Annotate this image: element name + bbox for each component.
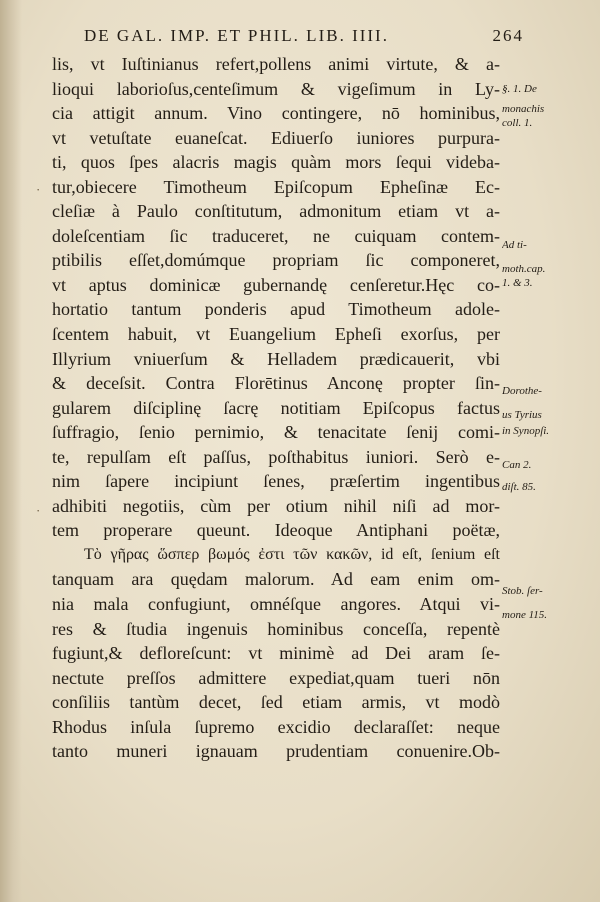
margin-note: 1. & 3. <box>502 278 533 289</box>
text-line: fugiunt,& defloreſcunt: vt minimè ad Dei aram ſe- <box>52 643 500 664</box>
margin-tick-mark: · <box>36 182 41 197</box>
text-line: ti, quos ſpes alacris magis quàm mors ſequi videba- <box>52 152 500 173</box>
text-line: nim ſapere incipiunt ſenes, præſertim ingentibus <box>52 471 500 492</box>
margin-note: moth.cap. <box>502 264 546 275</box>
text-line: nectute preſſos admittere expediat,quam tueri nōn <box>52 667 500 688</box>
margin-note: mone 115. <box>502 610 548 621</box>
text-line: vt aptus dominicæ gubernandę cenſeretur.Hęc co- <box>52 274 500 295</box>
margin-note: us Tyrius <box>502 410 542 421</box>
page-header <box>84 26 524 50</box>
margin-note: Ad ti- <box>502 240 527 251</box>
margin-note: in Synopſi. <box>502 426 550 437</box>
text-line: lis, vt Iuſtinianus refert,pollens animi virtute, & a- <box>52 54 500 74</box>
margin-note: coll. 1. <box>502 118 533 129</box>
margin-tick-mark: · <box>36 503 41 518</box>
text-line: nia mala confugiunt, omnéſque angores. Atqui vi- <box>52 594 500 615</box>
text-line: doleſcentiam ſic traduceret, ne cuiquam contem- <box>52 225 500 246</box>
text-line: Illyrium vniuerſum & Helladem prædicauerit, vbi <box>52 348 500 369</box>
page-gutter-shadow <box>0 0 22 902</box>
body-text <box>52 52 500 764</box>
text-line: tem properare queunt. Ideoque Antiphani poëtæ, <box>52 520 500 541</box>
margin-note: monachis <box>502 104 545 115</box>
text-line: ptibilis eſſet,domúmque propriam ſic componeret, <box>52 250 500 271</box>
margin-note: Stob. ſer- <box>502 586 543 597</box>
text-line: tanto muneri ignauam prudentiam conuenire.Ob- <box>52 741 500 762</box>
text-line: res & ſtudia ingenuis hominibus conceſſa, repentè <box>52 618 500 639</box>
margin-note: Dorothe- <box>502 386 542 397</box>
text-line: ſuffragio, ſenio pernimio, & tenacitate ſenij comi- <box>52 422 500 443</box>
text-line: tur,obiecere Timotheum Epiſcopum Epheſinæ Ec- <box>52 176 500 197</box>
margin-note: §. 1. De <box>502 84 537 95</box>
greek-quotation-line: Τὸ γῆρας ὥσπερ βωμός ἐστι τῶν κακῶν, id eſt, ſenium eſt <box>84 545 500 563</box>
page-number: 264 <box>492 26 524 45</box>
text-line: adhibiti negotiis, cùm per otium nihil niſi ad mor- <box>52 495 500 516</box>
text-line: ſcentem habuit, vt Euangelium Epheſi exorſus, per <box>52 324 500 345</box>
text-line: conſiliis tantùm decet, ſed etiam armis, vt modò <box>52 692 500 713</box>
text-line: gularem diſciplinę ſacrę notitiam Epiſcopus factus <box>52 397 500 418</box>
text-line: vt vetuſtate euaneſcat. Ediuerſo iuniores purpura- <box>52 127 500 148</box>
text-line: hortatio tantum ponderis apud Timotheum adole- <box>52 299 500 320</box>
text-line: cia attigit annum. Vino contingere, nō hominibus, <box>52 103 500 124</box>
text-line: te, repulſam eſt paſſus, poſthabitus iuniori. Serò e- <box>52 446 500 467</box>
text-line: lioqui laborioſus,centeſimum & vigeſimum in Ly- <box>52 78 500 99</box>
text-line: Rhodus inſula ſupremo excidio declaraſſet: neque <box>52 716 500 737</box>
margin-note: Can 2. <box>502 460 532 471</box>
text-line: cleſiæ à Paulo conſtitutum, admonitum etiam vt a- <box>52 201 500 222</box>
text-line: tanquam ara quędam malorum. Ad eam enim om- <box>52 569 500 590</box>
text-line: & deceſsit. Contra Florētinus Anconę propter ſin- <box>52 373 500 394</box>
running-head: DE GAL. IMP. ET PHIL. LIB. IIII. <box>84 26 389 45</box>
margin-note: diſt. 85. <box>502 482 536 493</box>
